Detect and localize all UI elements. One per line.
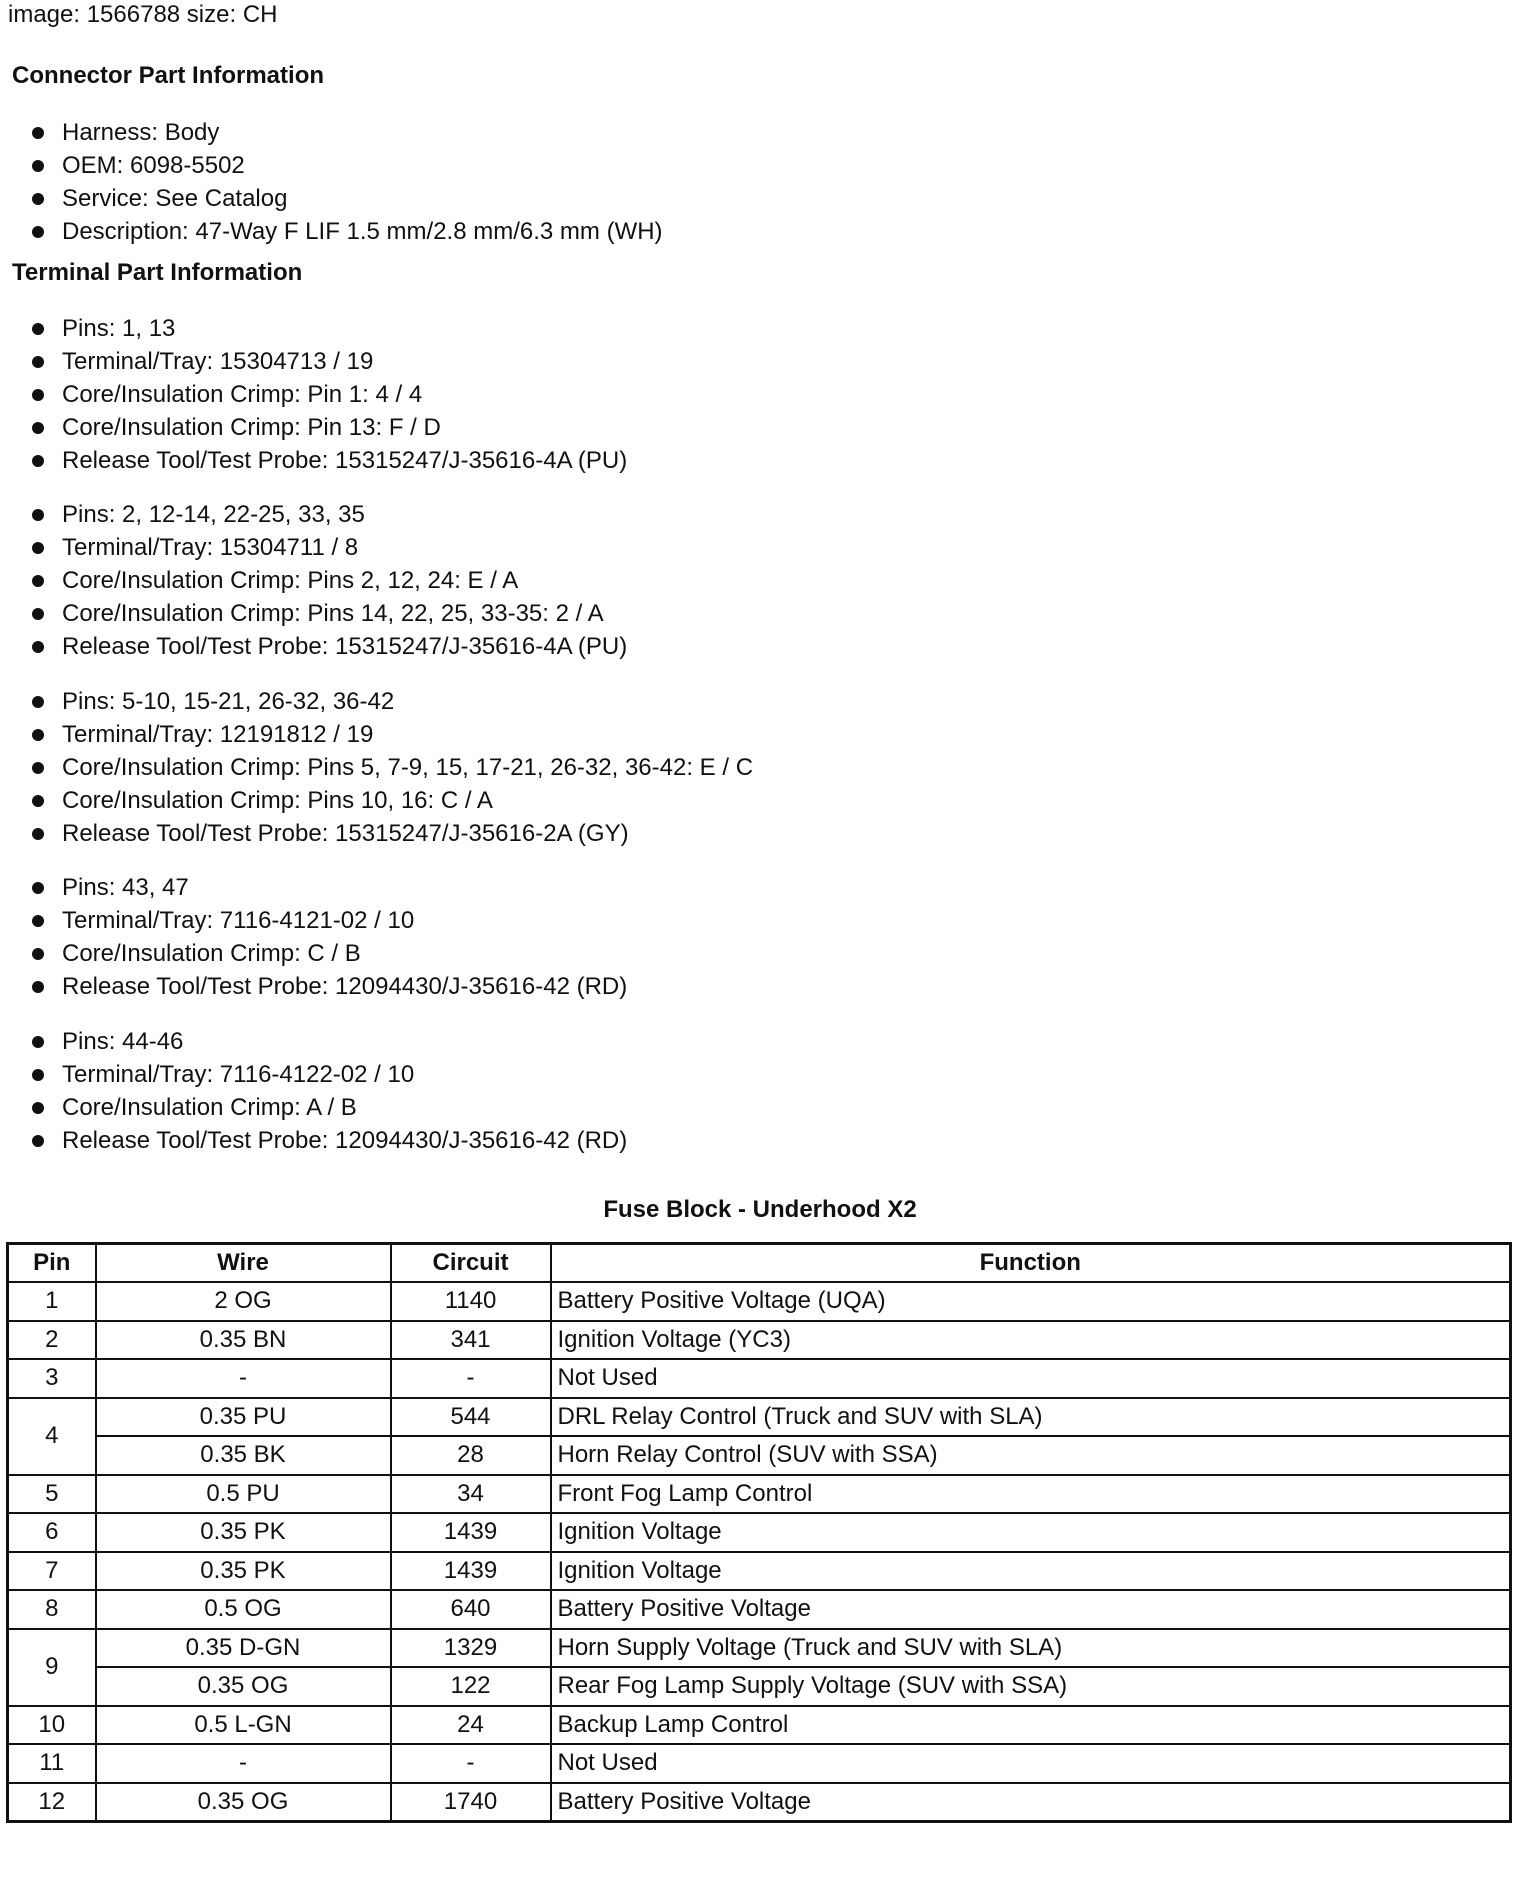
pin-cell: 2 xyxy=(8,1321,96,1360)
list-item-text: Core/Insulation Crimp: Pins 2, 12, 24: E / A xyxy=(62,567,519,594)
function-cell: Ignition Voltage xyxy=(551,1552,1511,1591)
list-item xyxy=(30,784,753,817)
list-item-text: Terminal/Tray: 7116-4122-02 / 10 xyxy=(62,1061,415,1088)
function-cell: Battery Positive Voltage xyxy=(551,1590,1511,1629)
circuit-cell: 122 xyxy=(391,1667,551,1706)
list-item-text: Pins: 44-46 xyxy=(62,1028,184,1055)
terminal-title: Terminal Part Information xyxy=(12,259,303,286)
list-item-text: Core/Insulation Crimp: Pins 14, 22, 25, 33-35: 2 / A xyxy=(62,600,604,627)
table-row xyxy=(8,1706,1511,1745)
table-header-row xyxy=(8,1244,1511,1283)
pin-cell: 5 xyxy=(8,1475,96,1514)
circuit-cell: 640 xyxy=(391,1590,551,1629)
pin-cell: 6 xyxy=(8,1513,96,1552)
table-row xyxy=(8,1629,1511,1668)
bullet-icon xyxy=(32,948,44,960)
bullet-icon xyxy=(32,981,44,993)
list-item-text: Description: 47-Way F LIF 1.5 mm/2.8 mm/6.3 mm (WH) xyxy=(62,218,663,245)
bullet-icon xyxy=(32,389,44,401)
function-cell: Front Fog Lamp Control xyxy=(551,1475,1511,1514)
header-wire: Wire xyxy=(96,1244,391,1283)
table-row xyxy=(8,1321,1511,1360)
connector-list xyxy=(30,116,663,248)
header-function: Function xyxy=(551,1244,1511,1283)
list-item-text: OEM: 6098-5502 xyxy=(62,152,245,179)
bullet-icon xyxy=(32,323,44,335)
wire-cell: - xyxy=(96,1744,391,1783)
list-item xyxy=(30,597,627,630)
terminal-group xyxy=(30,498,627,663)
list-item-text: Release Tool/Test Probe: 15315247/J-35616-4A (PU) xyxy=(62,447,628,474)
image-meta: image: 1566788 size: CH xyxy=(8,1,278,28)
circuit-cell: - xyxy=(391,1744,551,1783)
bullet-icon xyxy=(32,641,44,653)
table-row xyxy=(8,1398,1511,1437)
list-item xyxy=(30,871,627,904)
wire-cell: 0.5 L-GN xyxy=(96,1706,391,1745)
list-item xyxy=(30,1091,627,1124)
list-item xyxy=(30,116,663,149)
list-item xyxy=(30,817,753,850)
table-row xyxy=(8,1475,1511,1514)
list-item xyxy=(30,312,627,345)
pin-cell: 11 xyxy=(8,1744,96,1783)
list-item xyxy=(30,751,753,784)
list-item xyxy=(30,345,627,378)
table-row xyxy=(8,1783,1511,1822)
list-item xyxy=(30,1025,627,1058)
circuit-cell: 1740 xyxy=(391,1783,551,1822)
wire-cell: 0.35 OG xyxy=(96,1667,391,1706)
list-item-text: Core/Insulation Crimp: Pin 13: F / D xyxy=(62,414,441,441)
bullet-icon xyxy=(32,160,44,172)
table-row xyxy=(8,1436,1511,1475)
list-item xyxy=(30,444,627,477)
list-item-text: Core/Insulation Crimp: C / B xyxy=(62,940,361,967)
table-row xyxy=(8,1590,1511,1629)
bullet-icon xyxy=(32,1102,44,1114)
circuit-cell: 24 xyxy=(391,1706,551,1745)
list-item-text: Terminal/Tray: 12191812 / 19 xyxy=(62,721,374,748)
bullet-icon xyxy=(32,1135,44,1147)
list-item xyxy=(30,564,627,597)
pin-cell: 4 xyxy=(8,1398,96,1475)
bullet-icon xyxy=(32,1036,44,1048)
bullet-icon xyxy=(32,828,44,840)
circuit-cell: 28 xyxy=(391,1436,551,1475)
table-row xyxy=(8,1552,1511,1591)
list-item xyxy=(30,1124,627,1157)
function-cell: Not Used xyxy=(551,1359,1511,1398)
bullet-icon xyxy=(32,1069,44,1081)
list-item-text: Release Tool/Test Probe: 12094430/J-35616-42 (RD) xyxy=(62,1127,628,1154)
table-row xyxy=(8,1667,1511,1706)
bullet-icon xyxy=(32,762,44,774)
list-item xyxy=(30,970,627,1003)
list-item-text: Core/Insulation Crimp: A / B xyxy=(62,1094,357,1121)
wire-cell: 0.35 OG xyxy=(96,1783,391,1822)
circuit-cell: 1439 xyxy=(391,1513,551,1552)
function-cell: Rear Fog Lamp Supply Voltage (SUV with SSA) xyxy=(551,1667,1511,1706)
bullet-icon xyxy=(32,915,44,927)
circuit-cell: 1140 xyxy=(391,1282,551,1321)
list-item-text: Core/Insulation Crimp: Pins 5, 7-9, 15, 17-21, 26-32, 36-42: E / C xyxy=(62,754,754,781)
pin-cell: 1 xyxy=(8,1282,96,1321)
pinout-table xyxy=(6,1242,1512,1823)
function-cell: Battery Positive Voltage xyxy=(551,1783,1511,1822)
list-item-text: Service: See Catalog xyxy=(62,185,288,212)
list-item xyxy=(30,149,663,182)
table-row xyxy=(8,1359,1511,1398)
circuit-cell: - xyxy=(391,1359,551,1398)
list-item-text: Pins: 43, 47 xyxy=(62,874,189,901)
circuit-cell: 1329 xyxy=(391,1629,551,1668)
connector-title: Connector Part Information xyxy=(12,62,325,89)
header-pin: Pin xyxy=(8,1244,96,1283)
circuit-cell: 34 xyxy=(391,1475,551,1514)
list-item xyxy=(30,531,627,564)
list-item-text: Release Tool/Test Probe: 15315247/J-35616-4A (PU) xyxy=(62,633,628,660)
list-item-text: Harness: Body xyxy=(62,119,220,146)
list-item-text: Terminal/Tray: 15304711 / 8 xyxy=(62,534,359,561)
pin-cell: 10 xyxy=(8,1706,96,1745)
bullet-icon xyxy=(32,729,44,741)
list-item-text: Pins: 1, 13 xyxy=(62,315,176,342)
list-item xyxy=(30,904,627,937)
function-cell: Horn Supply Voltage (Truck and SUV with SLA) xyxy=(551,1629,1511,1668)
circuit-cell: 341 xyxy=(391,1321,551,1360)
list-item xyxy=(30,685,753,718)
function-cell: DRL Relay Control (Truck and SUV with SLA) xyxy=(551,1398,1511,1437)
bullet-icon xyxy=(32,509,44,521)
list-item-text: Core/Insulation Crimp: Pin 1: 4 / 4 xyxy=(62,381,423,408)
wire-cell: 0.35 PK xyxy=(96,1552,391,1591)
list-item xyxy=(30,718,753,751)
function-cell: Battery Positive Voltage (UQA) xyxy=(551,1282,1511,1321)
pin-cell: 9 xyxy=(8,1629,96,1706)
list-item-text: Pins: 5-10, 15-21, 26-32, 36-42 xyxy=(62,688,395,715)
circuit-cell: 544 xyxy=(391,1398,551,1437)
bullet-icon xyxy=(32,575,44,587)
terminal-group xyxy=(30,1025,627,1157)
pin-cell: 7 xyxy=(8,1552,96,1591)
list-item xyxy=(30,498,627,531)
wire-cell: 0.35 D-GN xyxy=(96,1629,391,1668)
list-item xyxy=(30,182,663,215)
wire-cell: 0.5 PU xyxy=(96,1475,391,1514)
bullet-icon xyxy=(32,455,44,467)
bullet-icon xyxy=(32,795,44,807)
list-item-text: Release Tool/Test Probe: 15315247/J-35616-2A (GY) xyxy=(62,820,629,847)
list-item xyxy=(30,630,627,663)
wire-cell: 0.5 OG xyxy=(96,1590,391,1629)
pin-cell: 3 xyxy=(8,1359,96,1398)
bullet-icon xyxy=(32,882,44,894)
bullet-icon xyxy=(32,422,44,434)
list-item xyxy=(30,215,663,248)
wire-cell: - xyxy=(96,1359,391,1398)
list-item-text: Release Tool/Test Probe: 12094430/J-35616-42 (RD) xyxy=(62,973,628,1000)
terminal-group xyxy=(30,685,753,850)
wire-cell: 0.35 BN xyxy=(96,1321,391,1360)
bullet-icon xyxy=(32,127,44,139)
bullet-icon xyxy=(32,226,44,238)
list-item xyxy=(30,378,627,411)
function-cell: Ignition Voltage xyxy=(551,1513,1511,1552)
wire-cell: 0.35 PU xyxy=(96,1398,391,1437)
header-circuit: Circuit xyxy=(391,1244,551,1283)
list-item-text: Terminal/Tray: 15304713 / 19 xyxy=(62,348,374,375)
list-item-text: Core/Insulation Crimp: Pins 10, 16: C / A xyxy=(62,787,493,814)
table-row xyxy=(8,1744,1511,1783)
bullet-icon xyxy=(32,193,44,205)
function-cell: Backup Lamp Control xyxy=(551,1706,1511,1745)
pin-cell: 8 xyxy=(8,1590,96,1629)
terminal-group xyxy=(30,312,627,477)
bullet-icon xyxy=(32,696,44,708)
list-item-text: Pins: 2, 12-14, 22-25, 33, 35 xyxy=(62,501,365,528)
bullet-icon xyxy=(32,356,44,368)
list-item xyxy=(30,411,627,444)
pin-cell: 12 xyxy=(8,1783,96,1822)
wire-cell: 0.35 BK xyxy=(96,1436,391,1475)
table-row xyxy=(8,1513,1511,1552)
function-cell: Not Used xyxy=(551,1744,1511,1783)
function-cell: Ignition Voltage (YC3) xyxy=(551,1321,1511,1360)
wire-cell: 2 OG xyxy=(96,1282,391,1321)
list-item xyxy=(30,937,627,970)
circuit-cell: 1439 xyxy=(391,1552,551,1591)
bullet-icon xyxy=(32,542,44,554)
function-cell: Horn Relay Control (SUV with SSA) xyxy=(551,1436,1511,1475)
wire-cell: 0.35 PK xyxy=(96,1513,391,1552)
list-item xyxy=(30,1058,627,1091)
table-row xyxy=(8,1282,1511,1321)
table-title: Fuse Block - Underhood X2 xyxy=(603,1196,917,1223)
list-item-text: Terminal/Tray: 7116-4121-02 / 10 xyxy=(62,907,415,934)
bullet-icon xyxy=(32,608,44,620)
terminal-group xyxy=(30,871,627,1003)
